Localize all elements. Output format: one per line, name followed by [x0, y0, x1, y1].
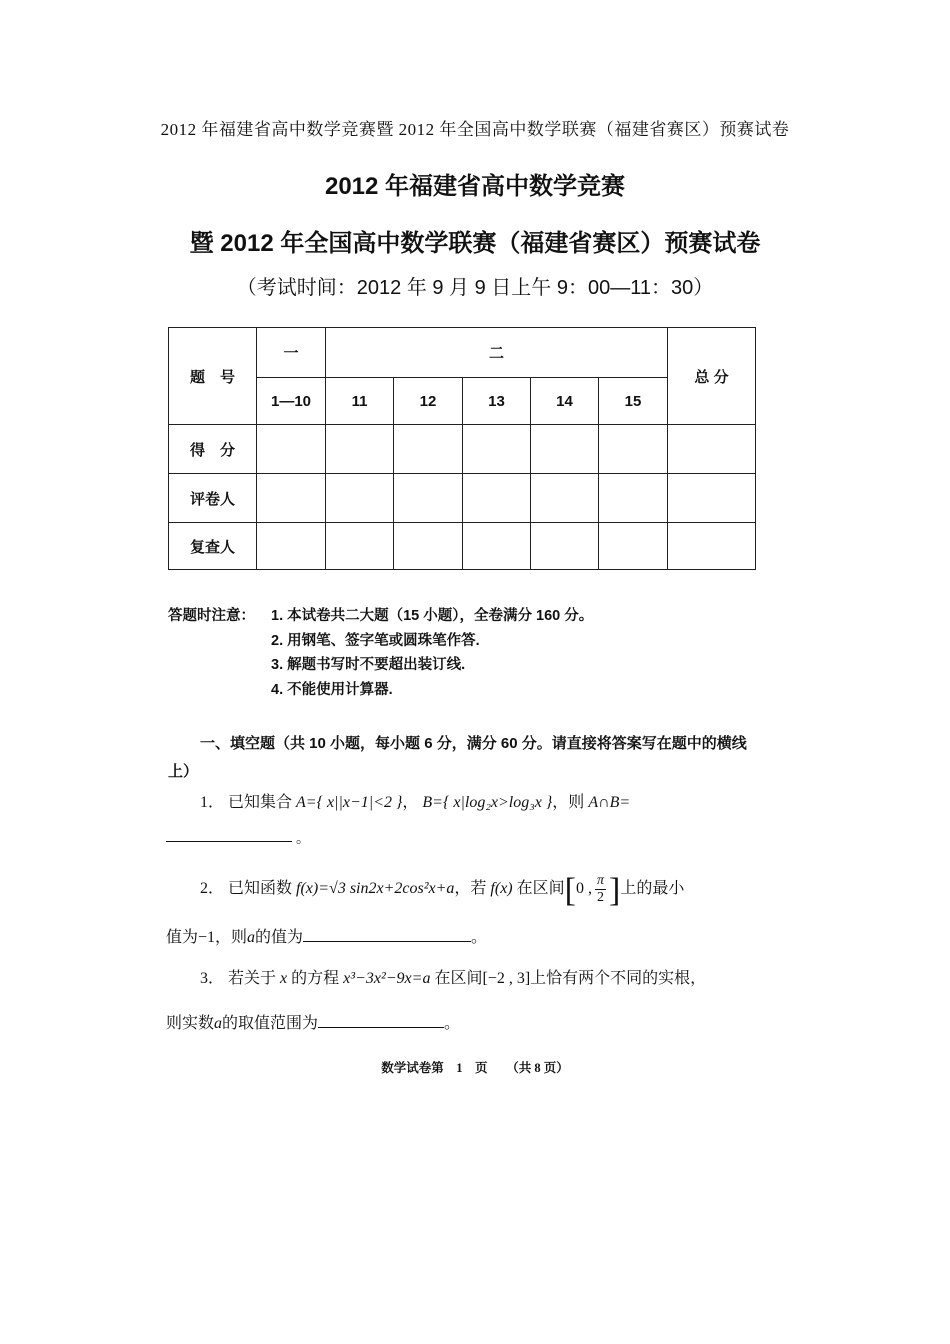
- score-cell[interactable]: [256, 424, 326, 474]
- col-q1-10: 1—10: [256, 377, 326, 425]
- row-label-grader: 评卷人: [168, 473, 257, 523]
- section-one-heading: 一、填空题（共 10 小题，每小题 6 分，满分 60 分。请直接将答案写在题中的横线上）: [168, 735, 747, 780]
- q3-var-x: x: [280, 970, 288, 987]
- q3-end: 。: [444, 1015, 461, 1032]
- row-label-score: 得 分: [168, 424, 257, 474]
- grader-cell-total[interactable]: [667, 473, 756, 523]
- q2-fraction: [595, 873, 606, 906]
- exam-title-line1: 2012 年福建省高中数学竞赛: [324, 173, 626, 200]
- q3-number: 3．: [200, 970, 225, 987]
- col-q11: 11: [325, 377, 394, 425]
- left-bracket: [: [564, 872, 576, 909]
- q2-line2-text-b: 的值为: [255, 929, 304, 946]
- header-section-one: 一: [256, 327, 326, 378]
- q2-var: a: [247, 929, 256, 946]
- reviewer-cell[interactable]: [598, 522, 668, 570]
- reviewer-cell[interactable]: [325, 522, 394, 570]
- q1-answer-blank[interactable]: [166, 827, 292, 842]
- grader-cell[interactable]: [393, 473, 463, 523]
- question-2: [200, 872, 684, 910]
- q3-equation: x³−3x²−9x=a: [343, 970, 431, 987]
- instructions-label: 答题时注意：: [168, 608, 255, 624]
- header-question-number: 题 号: [168, 327, 257, 425]
- right-bracket: ]: [608, 872, 621, 909]
- col-q14: 14: [530, 377, 599, 425]
- document-header: 2012 年福建省高中数学竞赛暨 2012 年全国高中数学联赛（福建省赛区）预赛试卷: [160, 120, 790, 139]
- score-cell[interactable]: [530, 424, 599, 474]
- q2-text: 已知函数: [228, 880, 297, 897]
- reviewer-cell[interactable]: [393, 522, 463, 570]
- header-total: 总 分: [667, 327, 756, 425]
- q3-line2-text-b: 的取值范围为: [222, 1015, 319, 1032]
- grader-cell[interactable]: [256, 473, 326, 523]
- q2-text-b: ，若: [454, 880, 491, 897]
- q3-text-c: 在区间: [430, 970, 483, 987]
- q1-set-a: A={ x||x−1|<2 }: [296, 794, 403, 811]
- q2-text-d: 上的最小: [620, 880, 685, 897]
- reviewer-cell[interactable]: [462, 522, 531, 570]
- q2-answer-blank[interactable]: [303, 927, 471, 942]
- col-q15: 15: [598, 377, 668, 425]
- question-1: [200, 789, 630, 812]
- frac-denominator: 2: [596, 889, 604, 905]
- score-cell[interactable]: [325, 424, 394, 474]
- q3-interval: [−2 , 3]: [482, 970, 531, 987]
- exam-title-line2: 暨 2012 年全国高中数学联赛（福建省赛区）预赛试卷: [189, 230, 761, 257]
- q1-end: 。: [296, 832, 310, 847]
- q2-number: 2．: [200, 880, 225, 897]
- q3-text-b: 的方程: [287, 970, 344, 987]
- instruction-item: 3. 解题书写时不要超出装订线.: [271, 657, 466, 673]
- score-cell[interactable]: [393, 424, 463, 474]
- q2-end: 。: [471, 929, 488, 946]
- instruction-item: 4. 不能使用计算器.: [271, 681, 393, 698]
- frac-numerator: π: [596, 872, 604, 888]
- q2-text-c: 在区间: [512, 880, 565, 897]
- q1-number: 1．: [200, 794, 225, 811]
- q1-text: 已知集合: [228, 794, 297, 811]
- col-q12: 12: [393, 377, 463, 425]
- q3-answer-blank[interactable]: [318, 1013, 444, 1028]
- q2-function: f(x)=√3 sin2x+2cos²x+a: [296, 880, 455, 897]
- header-section-two: 二: [325, 327, 668, 378]
- grader-cell[interactable]: [598, 473, 668, 523]
- q3-text: 若关于: [228, 970, 281, 987]
- grader-cell[interactable]: [462, 473, 531, 523]
- q3-line2-text: 则实数: [166, 1015, 215, 1032]
- q1-text-b: ，则: [552, 794, 589, 811]
- q2-interval-left: 0 ,: [575, 880, 592, 897]
- col-q13: 13: [462, 377, 531, 425]
- question-3-line2: [166, 1010, 460, 1033]
- instructions: [168, 604, 593, 702]
- row-label-reviewer: 复查人: [168, 522, 257, 570]
- score-table: [168, 327, 756, 570]
- q1-set-b: B={ x|log₂x>log₃x }: [422, 794, 553, 811]
- instruction-item: 1. 本试卷共二大题（15 小题），全卷满分 160 分。: [271, 608, 594, 624]
- score-cell[interactable]: [462, 424, 531, 474]
- score-cell[interactable]: [598, 424, 668, 474]
- q3-var: a: [214, 1015, 223, 1032]
- score-cell-total[interactable]: [667, 424, 756, 474]
- q1-sep: ，: [402, 794, 419, 811]
- q2-line2-text: 值为−1，则: [166, 929, 248, 946]
- reviewer-cell[interactable]: [530, 522, 599, 570]
- reviewer-cell[interactable]: [256, 522, 326, 570]
- q2-fx: f(x): [490, 880, 513, 897]
- reviewer-cell-total[interactable]: [667, 522, 756, 570]
- question-3: [200, 965, 706, 988]
- q3-text-d: 上恰有两个不同的实根，: [530, 970, 707, 987]
- page-footer: 数学试卷第 1 页 （共 8 页）: [381, 1061, 569, 1075]
- instruction-item: 2. 用钢笔、签字笔或圆珠笔作答.: [271, 632, 480, 649]
- grader-cell[interactable]: [325, 473, 394, 523]
- q1-ask: A∩B=: [588, 794, 631, 811]
- exam-time: （考试时间：2012 年 9 月 9 日上午 9：00—11：30）: [236, 277, 714, 299]
- grader-cell[interactable]: [530, 473, 599, 523]
- question-2-line2: [166, 924, 487, 947]
